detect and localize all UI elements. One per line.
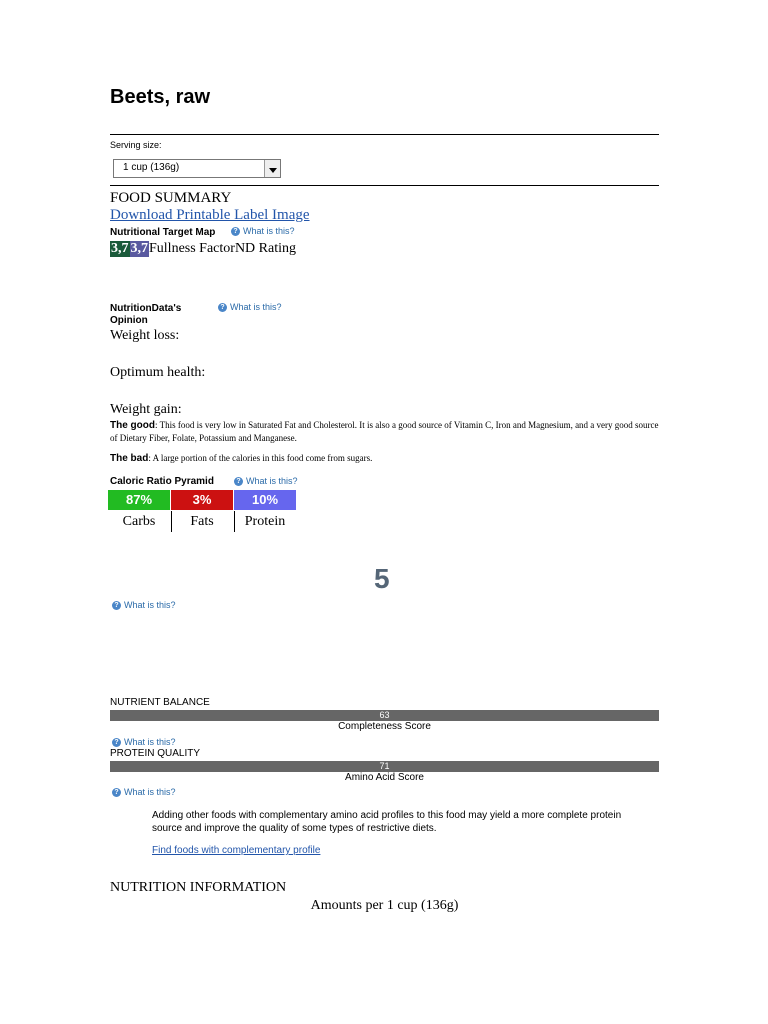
protein-label: Protein: [244, 514, 286, 529]
what-is-this-link[interactable]: ? What is this?: [231, 226, 295, 236]
carbs-label: Carbs: [122, 514, 156, 529]
glycemic-load-number: 5: [374, 563, 390, 594]
nutritional-target-map-label: Nutritional Target Map: [110, 227, 216, 238]
the-bad-label: The bad: [110, 453, 149, 464]
fats-label: Fats: [190, 514, 214, 529]
completeness-score-label: Completeness Score: [338, 721, 431, 732]
what-is-this-link[interactable]: ? What is this?: [112, 787, 176, 797]
nutrient-balance-heading: NUTRIENT BALANCE: [110, 697, 210, 708]
opinion-label: NutritionData's Opinion: [110, 303, 182, 326]
divider: [110, 134, 659, 135]
food-summary-heading: FOOD SUMMARY: [110, 190, 232, 206]
the-bad-text: The bad: A large portion of the calories in this food come from sugars.: [110, 453, 373, 464]
what-is-this-link[interactable]: ? What is this?: [112, 737, 176, 747]
help-icon: ?: [112, 601, 121, 610]
protein-quality-heading: PROTEIN QUALITY: [110, 748, 201, 759]
carbs-percent: 87%: [108, 490, 170, 510]
help-icon: ?: [231, 227, 240, 236]
the-good-label: The good: [110, 420, 155, 431]
help-icon: ?: [218, 303, 227, 312]
rating-box-1: 3,7: [111, 241, 129, 256]
divider: [110, 185, 659, 186]
find-complementary-foods-link[interactable]: Find foods with complementary profile: [152, 845, 321, 856]
serving-size-label: Serving size:: [110, 140, 162, 150]
help-icon: ?: [112, 738, 121, 747]
amino-acid-score-label: Amino Acid Score: [345, 772, 424, 783]
fullness-factor-text: Fullness FactorND Rating: [149, 241, 296, 256]
weight-loss-label: Weight loss:: [110, 328, 180, 343]
caloric-ratio-bar: [108, 490, 298, 510]
download-label-link[interactable]: Download Printable Label Image: [110, 207, 310, 223]
amino-acid-score-bar: 71: [110, 761, 659, 772]
fats-percent: 3%: [171, 490, 233, 510]
chevron-down-icon[interactable]: [264, 160, 280, 177]
weight-gain-label: Weight gain:: [110, 402, 182, 417]
protein-percent: 10%: [234, 490, 296, 510]
caloric-ratio-pyramid-label: Caloric Ratio Pyramid: [110, 476, 214, 487]
amounts-per-serving: Amounts per 1 cup (136g): [310, 898, 459, 913]
help-icon: ?: [234, 477, 243, 486]
the-good-text: The good: This food is very low in Saturated Fat and Cholesterol. It is also a good source of Vitamin C, Iron and Magnesium, and a very good source of Dietary Fiber, Folate, Potassium and Manganese.: [110, 420, 659, 443]
optimum-health-label: Optimum health:: [110, 365, 206, 380]
completeness-score-bar: 63: [110, 710, 659, 721]
what-is-this-link[interactable]: ? What is this?: [112, 600, 176, 610]
nutrition-information-heading: NUTRITION INFORMATION: [110, 880, 287, 895]
what-is-this-link[interactable]: ? What is this?: [234, 476, 298, 486]
help-icon: ?: [112, 788, 121, 797]
page-title: Beets, raw: [110, 86, 211, 108]
serving-size-value: 1 cup (136g): [123, 162, 180, 173]
what-is-this-link[interactable]: ? What is this?: [218, 302, 282, 312]
amino-acid-description: Adding other foods with complementary amino acid profiles to this food may yield a more complete protein source and improve the quality of some types of restrictive diets.: [152, 810, 622, 834]
ratings-row: [110, 241, 296, 257]
serving-size-select[interactable]: [113, 159, 281, 178]
rating-box-2: 3,7: [130, 241, 148, 256]
caloric-ratio-labels: [108, 511, 298, 532]
